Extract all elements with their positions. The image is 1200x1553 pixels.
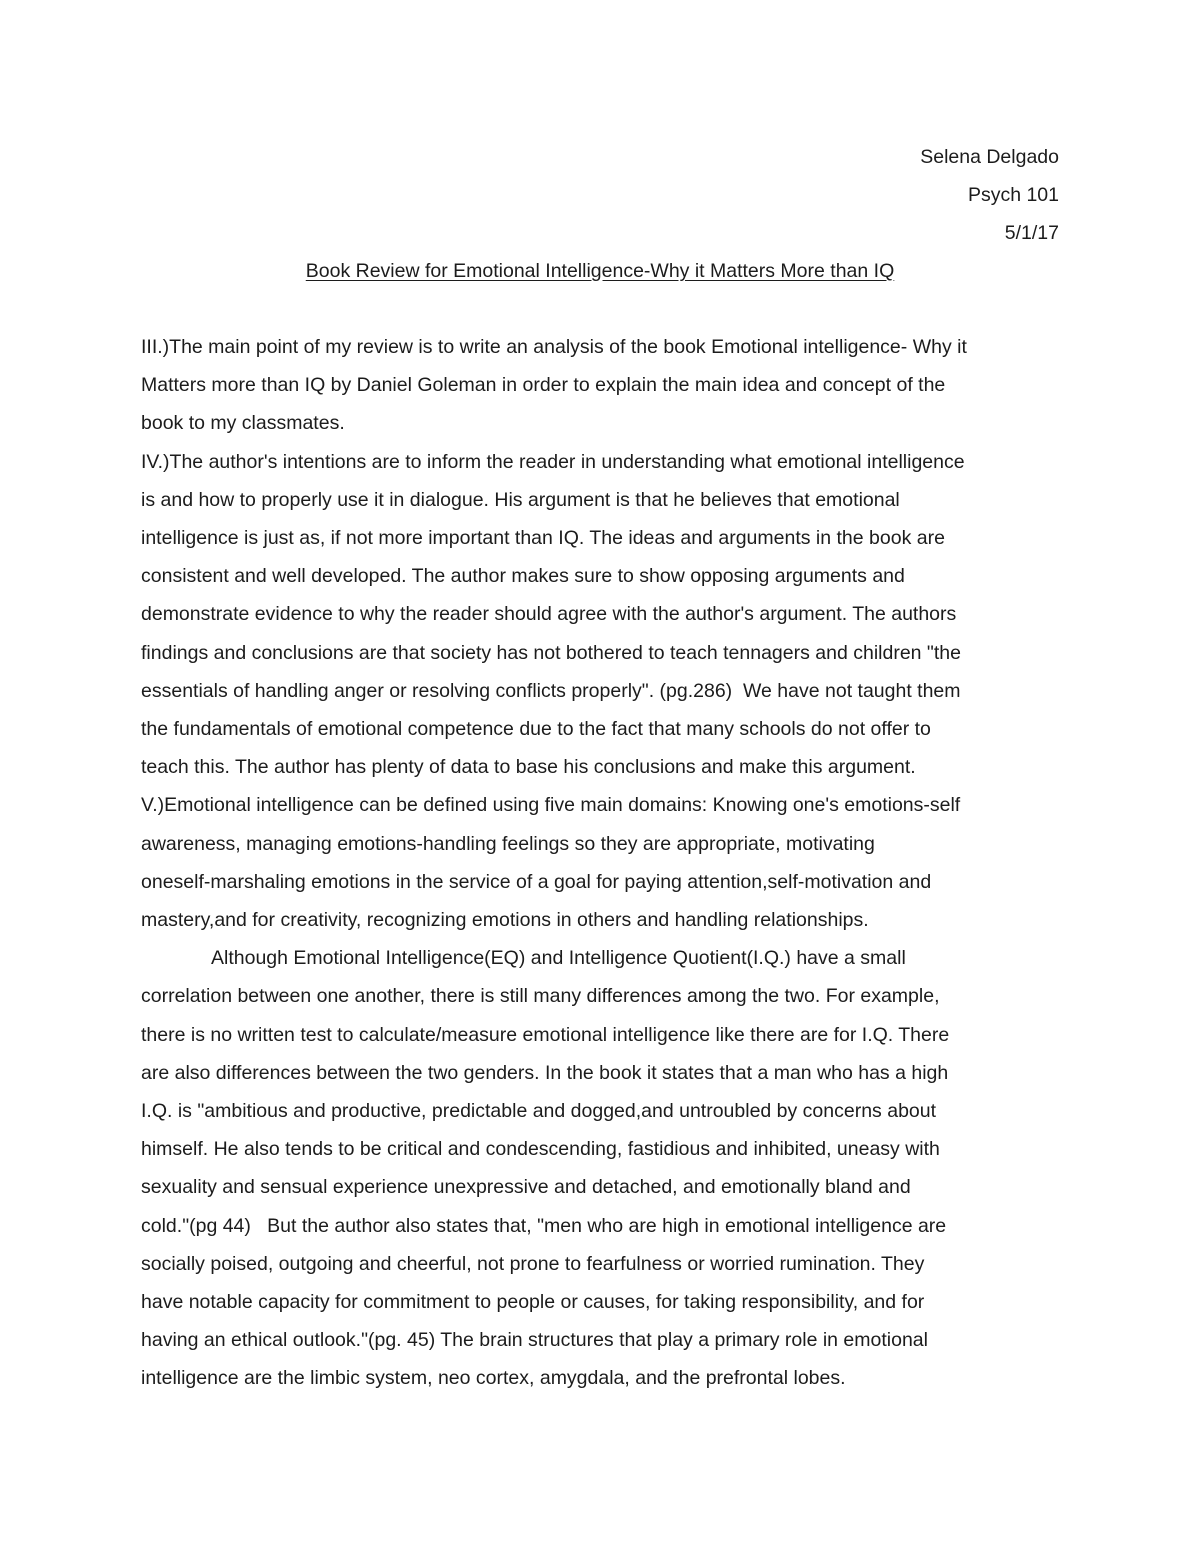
document-body (141, 328, 1071, 1398)
body-line: have notable capacity for commitment to people or causes, for taking responsibility, and for (141, 1291, 925, 1314)
body-line: IV.)The author's intentions are to inform the reader in understanding what emotional intelligence (141, 450, 965, 473)
document-title (0, 252, 1200, 290)
body-line: himself. He also tends to be critical and condescending, fastidious and inhibited, uneasy with (141, 1138, 940, 1161)
body-line: the fundamentals of emotional competence due to the fact that many schools do not offer to (141, 718, 931, 741)
body-line: socially poised, outgoing and cheerful, not prone to fearfulness or worried rumination. They (141, 1252, 925, 1275)
body-line: essentials of handling anger or resolving conflicts properly". (pg.286) We have not taught them (141, 679, 961, 702)
body-line: intelligence are the limbic system, neo cortex, amygdala, and the prefrontal lobes. (141, 1367, 846, 1390)
body-line: sexuality and sensual experience unexpressive and detached, and emotionally bland and (141, 1176, 911, 1199)
author-name: Selena Delgado (920, 146, 1059, 168)
body-line: are also differences between the two genders. In the book it states that a man who has a high (141, 1061, 949, 1084)
body-line: is and how to properly use it in dialogue. His argument is that he believes that emotional (141, 488, 900, 511)
body-line: I.Q. is "ambitious and productive, predictable and dogged,and untroubled by concerns about (141, 1100, 937, 1123)
body-line: findings and conclusions are that society has not bothered to teach tennagers and children "the (141, 641, 961, 664)
body-line: III.)The main point of my review is to write an analysis of the book Emotional intelligence- Why it (141, 336, 967, 358)
body-line: awareness, managing emotions-handling feelings so they are appropriate, motivating (141, 832, 875, 855)
course-name: Psych 101 (967, 184, 1059, 206)
body-line: there is no written test to calculate/measure emotional intelligence like there are for I.Q. There (141, 1023, 950, 1046)
body-line: book to my classmates. (141, 412, 345, 435)
body-line: consistent and well developed. The author makes sure to show opposing arguments and (141, 565, 905, 588)
body-line: teach this. The author has plenty of data to base his conclusions and make this argument. (141, 756, 916, 779)
body-line: having an ethical outlook."(pg. 45) The brain structures that play a primary role in emotional (141, 1329, 928, 1352)
body-line: intelligence is just as, if not more important than IQ. The ideas and arguments in the book are (141, 527, 945, 550)
body-line: cold."(pg 44) But the author also states that, "men who are high in emotional intelligence are (141, 1214, 947, 1237)
body-line: correlation between one another, there is still many differences among the two. For example, (141, 985, 940, 1008)
document-date: 5/1/17 (1004, 222, 1059, 244)
body-line: oneself-marshaling emotions in the service of a goal for paying attention,self-motivation and (141, 870, 932, 893)
document-title-text: Book Review for Emotional Intelligence-Why it Matters More than IQ (305, 260, 895, 282)
body-line: Matters more than IQ by Daniel Goleman in order to explain the main idea and concept of the (141, 374, 946, 397)
header-block (920, 138, 1059, 252)
body-line: demonstrate evidence to why the reader should agree with the author's argument. The authors (141, 603, 957, 626)
body-line: V.)Emotional intelligence can be defined using five main domains: Knowing one's emotions-self (141, 794, 961, 817)
body-line: mastery,and for creativity, recognizing emotions in others and handling relationships. (141, 909, 869, 932)
body-line-indented: Although Emotional Intelligence(EQ) and Intelligence Quotient(I.Q.) have a small (211, 947, 906, 970)
